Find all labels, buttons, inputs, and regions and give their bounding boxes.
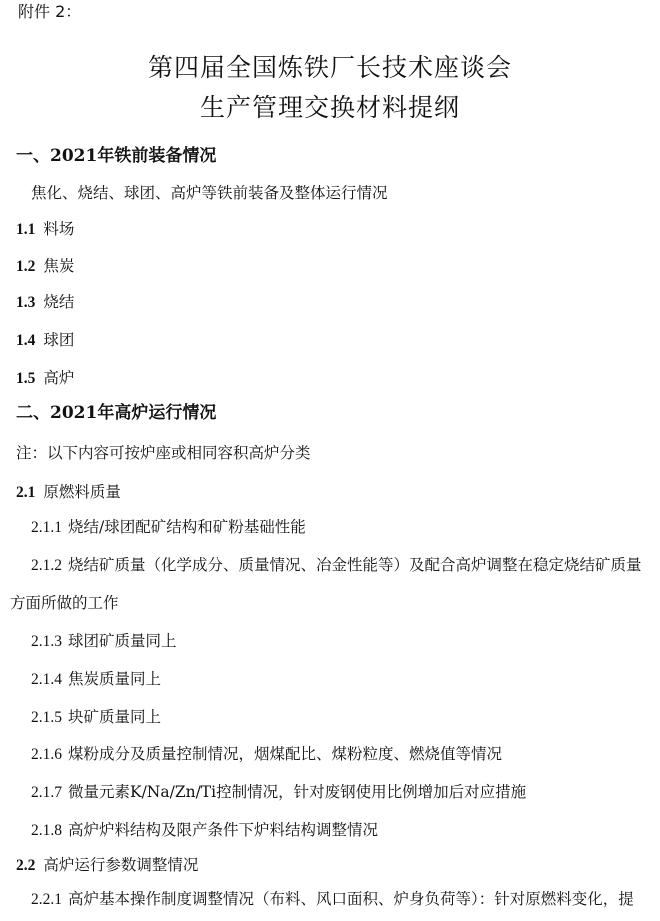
subsection-2-1-item: [31, 744, 502, 765]
subsection-title: 高炉运行参数调整情况: [43, 856, 199, 874]
item-number: 2.1.7: [31, 784, 62, 801]
subsection-2-1-item: [31, 707, 161, 728]
item-text: 高炉基本操作制度调整情况（布料、风口面积、炉身负荷等）：针对原燃料变化，提: [68, 890, 634, 908]
attachment-label: 附件 2：: [18, 2, 82, 21]
section-1-intro: 焦化、烧结、球团、高炉等铁前装备及整体运行情况: [31, 184, 388, 202]
item-number: 2.1.1: [31, 519, 62, 536]
section-2-note: 注：以下内容可按炉座或相同容积高炉分类: [16, 444, 311, 462]
item-text: 焦炭质量同上: [68, 670, 162, 688]
subsection-2-2-heading: [16, 855, 198, 876]
item-number: 1.1: [16, 221, 36, 238]
section-1-item: [16, 256, 74, 277]
section-1-item: [16, 219, 74, 240]
section-1-item: [16, 292, 74, 313]
item-text: 料场: [43, 220, 75, 238]
subsection-2-1-heading: [16, 482, 121, 503]
item-text: 微量元素K/Na/Zn/Ti控制情况，针对废钢使用比例增加后对应措施: [68, 783, 527, 801]
item-number: 1.2: [16, 258, 36, 275]
subsection-2-2-item: [31, 889, 634, 910]
item-number: 2.2.1: [31, 891, 62, 908]
item-text: 焦炭: [43, 257, 75, 275]
item-text: 球团: [43, 331, 75, 349]
item-number: 2.1.6: [31, 746, 62, 763]
subsection-number: 2.2: [16, 857, 36, 874]
section-1-item: [16, 330, 74, 351]
item-number: 2.1.4: [31, 671, 62, 688]
subsection-2-1-item: [31, 782, 526, 803]
subsection-title: 原燃料质量: [43, 483, 121, 501]
document-title-line-2: 生产管理交换材料提纲: [199, 93, 460, 122]
item-text: 高炉炉料结构及限产条件下炉料结构调整情况: [68, 821, 379, 839]
subsection-number: 2.1: [16, 484, 36, 501]
item-number: 1.4: [16, 332, 36, 349]
item-text: 高炉: [43, 369, 75, 387]
document-title-line-1: 第四届全国炼铁厂长技术座谈会: [147, 53, 512, 82]
subsection-2-1-item: [31, 631, 177, 652]
item-number: 2.1.5: [31, 709, 62, 726]
subsection-2-1-item: [31, 669, 161, 690]
item-number: 2.1.8: [31, 822, 62, 839]
section-2-heading: 二、2021年高炉运行情况: [16, 403, 217, 423]
section-1-heading: 一、2021年铁前装备情况: [16, 146, 217, 166]
item-text: 烧结矿质量（化学成分、质量情况、冶金性能等）及配合高炉调整在稳定烧结矿质量: [68, 556, 642, 574]
item-number: 2.1.2: [31, 557, 62, 574]
subsection-2-1-item: [31, 517, 306, 538]
item-number: 2.1.3: [31, 633, 62, 650]
item-text-continuation: 方面所做的工作: [10, 594, 119, 612]
item-number: 1.3: [16, 294, 36, 311]
item-text: 烧结/球团配矿结构和矿粉基础性能: [68, 518, 306, 536]
subsection-2-1-item: [31, 820, 378, 841]
item-text: 球团矿质量同上: [68, 632, 177, 650]
section-1-item: [16, 368, 74, 389]
item-text: 块矿质量同上: [68, 708, 162, 726]
item-number: 1.5: [16, 370, 36, 387]
item-text: 煤粉成分及质量控制情况，烟煤配比、煤粉粒度、燃烧值等情况: [68, 745, 503, 763]
item-text: 烧结: [43, 293, 75, 311]
subsection-2-1-item: [31, 555, 642, 576]
